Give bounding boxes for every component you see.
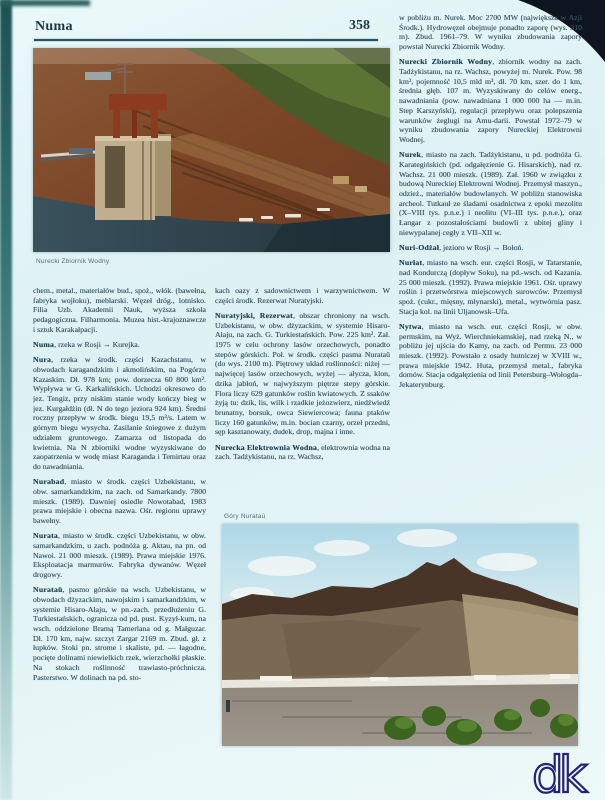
entry-text: , jezioro w Rosji → Bołoń. bbox=[439, 242, 524, 252]
entry-headword: Nurek bbox=[399, 150, 422, 160]
entry-text: , zbiornik wodny na zach. Tadżykistanu, na rz. Wachsz, powyżej m. Nurek. Pow. 98 km², pojemność 10,5 mld m³, dł. 70 km, szer. do 1 km, średnia głęb. 107 m. Wyzyskiwany do celów energ., nawadniania (pow. nawadniana 1 000 000 ha — m.in. Step Karszyński), regulacji przepływu oraz polepszenia warunków żeglugi na Amu-darii. Powstał 1972–79 w wyniku zbudowania zapory Nureckiej Elektrowni Wodnej. bbox=[399, 57, 582, 144]
entry-nurlat bbox=[399, 258, 582, 316]
entry-continuation bbox=[215, 286, 390, 305]
entry-nuratyjski-rezerwat bbox=[215, 311, 390, 437]
dam-photo-caption: Nurecki Zbiornik Wodny bbox=[36, 258, 110, 265]
page-number: 358 bbox=[349, 18, 370, 33]
entry-headword: Nurata bbox=[33, 531, 59, 541]
entry-text: , miasto na wsch. eur. części Rosji, w obw. permskim, na Wyż. Wierchniekamskiej, nad rzeką N., w pobliżu jej ujścia do Kamy, na zach. od Permu. 23 000 mieszk. (1992). Powstało z osady hutniczej w XVIII w., prawa miejskie 1942. Huta, przemysł metal., fabryka domów. Stacja odgałęzienia od linii Petersburg–Wołogda–Jekaterynburg. bbox=[399, 321, 582, 390]
mountains-photo-caption: Góry Nurataū bbox=[224, 513, 266, 520]
entry-continuation bbox=[33, 286, 206, 335]
publisher-logo bbox=[530, 746, 604, 800]
entry-headword: Numa bbox=[33, 340, 55, 350]
entry-headword: Nurecka Elektrownia Wodna bbox=[215, 442, 318, 452]
entry-nurek bbox=[399, 150, 582, 237]
text-column-3 bbox=[399, 13, 582, 505]
dam-photo bbox=[33, 48, 390, 252]
entry-headword: Nurłat bbox=[399, 258, 423, 268]
entry-nurecka-elektrownia bbox=[215, 443, 390, 462]
entry-headword: Nurecki Zbiornik Wodny bbox=[399, 57, 493, 67]
entry-nuratau bbox=[33, 585, 206, 682]
entry-numa bbox=[33, 340, 206, 350]
entry-text: chem., metal., materiałów bud., spoż., włók. (bawełna, fabryka wojłoku), meblarski. Węzeł dróg., lotnisko. Filia Uzb. Akademii Nauk, wyższa szkoła pedagogiczna. Filharmonia. Muzea hist.-krajoznawcze i sztuk Karakałpacji. bbox=[33, 286, 206, 334]
entry-headword: Nytwa bbox=[399, 321, 422, 331]
entry-text: , miasto w środk. części Uzbekistanu, w obw. samarkandzkim, u zach. podnóża g. Aktau, na pn. od Nawoi. 21 000 mieszk. (1989). Prawa miejskie 1976. Eksploatacja marmurów. Fabryka dywanów. Węzeł drogowy. bbox=[33, 531, 206, 579]
entry-headword: Nura bbox=[33, 355, 52, 365]
running-head: Numa bbox=[35, 19, 73, 34]
entry-text: , miasto w środk. części Uzbekistanu, w obw. samarkandzkim, na zach. od Samarkandy. 7800 mieszk. (1989). Dawniej osiedle Nowotabad, 1983 prawa miejskie i obecna nazwa. Ośr. regionu uprawy bawełny. bbox=[33, 477, 206, 525]
entry-text: , miasto na zach. Tadżykistanu, u pd. podnóża G. Karategińskich (pd. odgałęzienie G. Hisarskich), nad rz. Wachsz. 21 000 mieszk. (1989). Zał. 1960 w związku z budową Nureckiej Elektrowni Wodnej. Przemysł maszyn., odzież., materiałów budowlanych. W pobliżu stanowiska archeol. Tutkauł ze śladami osadnictwa z epoki mezolitu (X–VIII tys. p.n.e.) i neolitu (VI–III tys. p.n.e.), oraz Łangar z pozostałościami budowli z ubitej gliny i niewypalanej cegły z VII–XII w. bbox=[399, 150, 582, 237]
entry-text: , rzeka w Rosji → Kurejka. bbox=[54, 340, 140, 350]
entry-nytwa bbox=[399, 322, 582, 390]
entry-text: w pobliżu m. Nurek. Moc 2700 MW (największa w Azji Środk.). Hydrowęzeł obejmuje ponadto zaporę (wys. 310 m). Zbud. 1961–79. W wyniku zbudowania zapory powstał Nurecki Zbiornik Wodny. bbox=[399, 13, 582, 52]
header-rule bbox=[34, 39, 378, 41]
entry-headword: Nurataū bbox=[33, 585, 63, 595]
text-column-1 bbox=[33, 286, 206, 748]
entry-text: kach oazy z sadownictwem i warzywnictwem. W części środk. Rezerwat Nuratyjski. bbox=[215, 286, 390, 305]
entry-text: , miasto na wsch. eur. części Rosji, w Tatarstanie, nad Kondurczą (dopływ Soku), na pd.-wsch. od Kazania. 25 000 mieszk. (1992). Prawa miejskie 1961. Ośr. uprawy roślin i przetwórstwa miejscowych surowców. Przemysł spoż. (cukr., mięsny, młynarski), metal., wytwórnia pasz. Stacja kol. na linii Uljanowsk–Ufa. bbox=[399, 258, 582, 316]
entry-headword: Nuri-Odżał bbox=[399, 242, 440, 252]
entry-nurata bbox=[33, 531, 206, 580]
book-top-edge bbox=[0, 0, 90, 6]
entry-headword: Nurabad bbox=[33, 477, 65, 487]
entry-nuri-odzal bbox=[399, 243, 582, 253]
entry-nurabad bbox=[33, 477, 206, 526]
entry-text: , pasmo górskie na wsch. Uzbekistanu, w obwodach dżyzackim, nawojskim i samarkandzkim, w systemie Hisaro-Ałaju, w pn.-zach. przedłużeniu G. Turkiestańskich, ogranicza od pd. pust. Kyzył-kum, na wsch. oddzielone Bramą Tamerlana od g. Małguzar. Dł. 170 km, najw. szczyt Zargar 2169 m. Zbud. gł. z łupków. Stoki pn. strome i skaliste, pd. — łagodne, pocięte dolinami niewielkich rzek, wierzchołki płaskie. Na stokach roślinność trawiasto-próchnicza. Pasterstwo. W dolinach na pd. sto- bbox=[33, 585, 206, 682]
text-column-2 bbox=[215, 286, 390, 512]
entry-headword: Nuratyjski, Rezerwat bbox=[215, 310, 293, 320]
entry-continuation bbox=[399, 13, 582, 52]
entry-nura bbox=[33, 355, 206, 471]
publisher-logo-text: dk bbox=[532, 746, 583, 800]
mountains-photo bbox=[222, 524, 578, 746]
entry-nurecki-zbiornik bbox=[399, 57, 582, 144]
entry-text: , rzeka w środk. części Kazachstanu, w obwodach karagandzkim i akmolińskim, na Pogórzu Kazaskim. Dł. 978 km; pow. dorzecza 60 800 km². Wypływa w G. Karkalińskich. Uchodzi okresowo do jez. Tengiz, przy niskim stanie wody kończy bieg w jez. Kurgałdżin (dł. N do tego jeziora 924 km). Średni roczny przepływ w środk. biegu 19,5 m³/s. Latem w górnym biegu wysycha. Zasilanie śniegowe z dużym udziałem gruntowego. Zamarza od listopada do kwietnia. Na N zbiorniki wodne wyzyskiwane do zaopatrzenia w wodę miast Karaganda i Temirtau oraz do nawadniania. bbox=[33, 355, 206, 471]
entry-text: , obszar chroniony na wsch. Uzbekistanu, w obw. dżyzackim, w systemie Hisaro-Ałaju, na zach. G. Turkiestańskich. Pow. 225 km². Zał. 1975 w celu ochrony lasów orzechowych, ponadto stepów górskich. Poł. w środk. części pasma Nurataū (do wys. 2100 m). Piętrowy układ roślinności: niżej — najwięcej lasów orzechowych, wyżej — ałycza, klon, dzika jabłoń, w najwyższym piętrze stepy górskie. Flora liczy 629 gatunków roślin kwiatowych. Z ssaków żyją tu: dzik, lis, wilk i rzadkie jeżozwierz, niedźwiedź brunatny, borsuk, owca Siewiercowa; fauna ptaków liczy 160 gatunków, m.in. bocian czarny, orzeł przedni, sęp kasztanowaty, dudek, drop, majna i inne. bbox=[215, 310, 390, 437]
book-left-edge bbox=[0, 0, 12, 800]
entry-text: , elektrownia wodna na zach. Tadżykistanu, na rz. Wachsz, bbox=[215, 442, 390, 462]
